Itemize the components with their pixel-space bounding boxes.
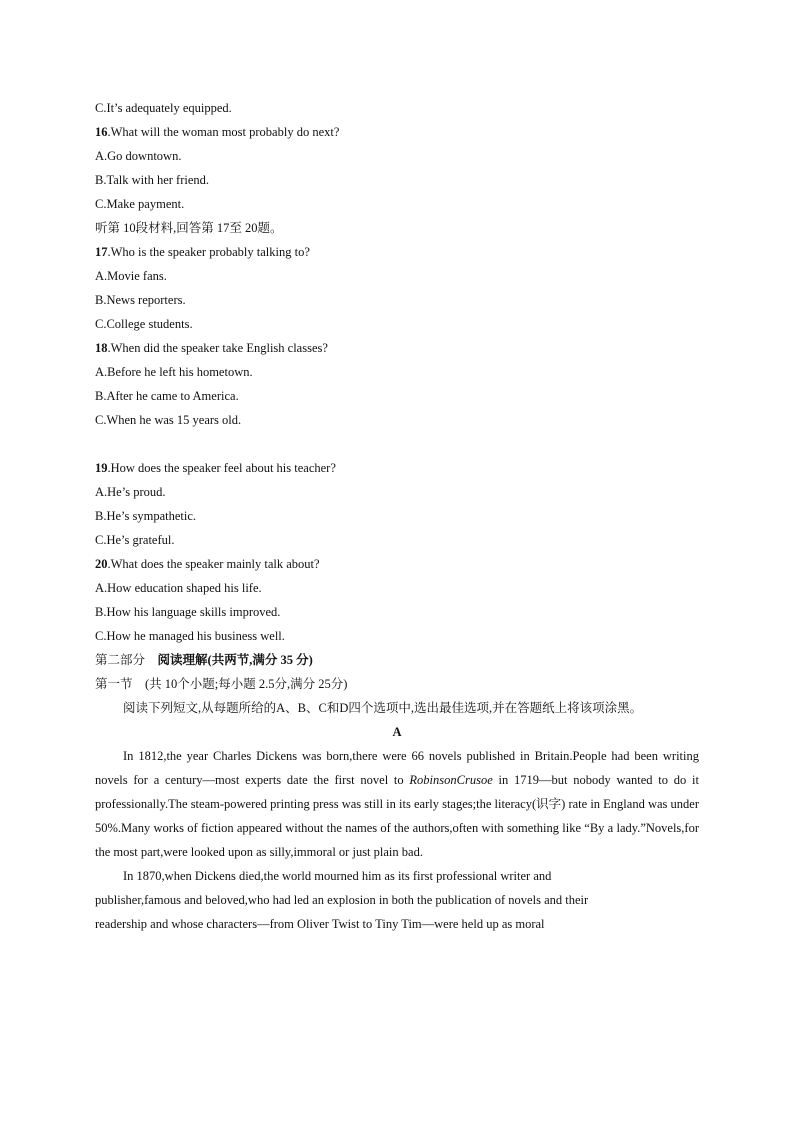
q19-option-c: C.He’s grateful.	[95, 533, 175, 547]
passage-paragraph-2-line-3: readership and whose characters—from Oliver Twist to Tiny Tim—were held up as moral	[95, 917, 545, 931]
q16-option-a: A.Go downtown.	[95, 149, 182, 163]
passage-paragraph-2-line-1: In 1870,when Dickens died,the world mourned him as its first professional writer and	[123, 869, 552, 883]
part-title: 阅读理解(共两节,满分 35 分)	[157, 653, 313, 667]
question-18	[95, 336, 699, 360]
q19-option-a: A.He’s proud.	[95, 485, 166, 499]
passage-paragraph-1	[95, 744, 699, 864]
q18-option-c: C.When he was 15 years old.	[95, 413, 242, 427]
question-text: .How does the speaker feel about his teacher?	[107, 461, 336, 475]
q17-option-a: A.Movie fans.	[95, 269, 167, 283]
part-label: 第二部分	[95, 653, 146, 667]
q20-option-c: C.How he managed his business well.	[95, 629, 285, 643]
exam-page	[95, 96, 699, 936]
question-number: 18	[95, 341, 108, 355]
question-number: 16	[95, 125, 108, 139]
question-text: .What does the speaker mainly talk about?	[107, 557, 320, 571]
q17-option-c: C.College students.	[95, 317, 193, 331]
instruction-text: 阅读下列短文,从每题所给的A、B、C和D四个选项中,选出最佳选项,并在答题纸上将该项涂黑。	[123, 701, 643, 715]
question-text: .Who is the speaker probably talking to?	[107, 245, 310, 259]
q18-option-a: A.Before he left his hometown.	[95, 365, 253, 379]
question-19	[95, 456, 699, 480]
passage-title: A	[392, 725, 402, 739]
q20-option-b: B.How his language skills improved.	[95, 605, 281, 619]
question-text: .When did the speaker take English classes?	[107, 341, 328, 355]
paragraph-text: In 1812,the year Charles Dickens was born,there were 66 novels published in Britain.People had been writing novels for a century—most experts date the first novel to	[95, 749, 699, 787]
q18-option-b: B.After he came to America.	[95, 389, 239, 403]
q17-option-b: B.News reporters.	[95, 293, 186, 307]
book-title: RobinsonCrusoe	[409, 773, 493, 787]
section-one-heading: 第一节 (共 10个小题;每小题 2.5分,满分 25分)	[95, 677, 348, 691]
paragraph-text: in 1719—but nobody wanted to do it professionally.The steam-powered printing press was still in its early stages;the literacy(识字) rate in England was under 50%.Many works of fiction appeared without the names of the authors,often with something like “By a lady.”Novels,for the most part,were looked upon as silly,immoral or just plain bad.	[95, 773, 699, 859]
part-two-heading	[95, 648, 699, 672]
question-20	[95, 552, 699, 576]
q19-option-b: B.He’s sympathetic.	[95, 509, 197, 523]
section-10-heading: 听第 10段材料,回答第 17至 20题。	[95, 221, 283, 235]
question-number: 19	[95, 461, 108, 475]
q20-option-a: A.How education shaped his life.	[95, 581, 262, 595]
question-17	[95, 240, 699, 264]
q16-option-c: C.Make payment.	[95, 197, 185, 211]
question-16	[95, 120, 699, 144]
spacer	[95, 432, 699, 456]
q16-option-b: B.Talk with her friend.	[95, 173, 210, 187]
question-text: .What will the woman most probably do next?	[107, 125, 340, 139]
question-number: 20	[95, 557, 108, 571]
passage-paragraph-2-line-2: publisher,famous and beloved,who had led an explosion in both the publication of novels and their	[95, 893, 589, 907]
question-number: 17	[95, 245, 108, 259]
q15-option-c: C.It’s adequately equipped.	[95, 101, 232, 115]
